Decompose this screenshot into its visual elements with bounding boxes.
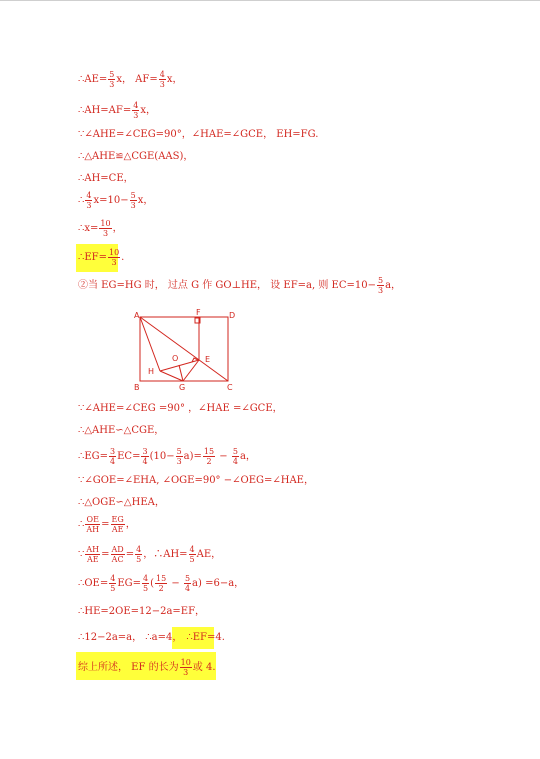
fraction xyxy=(203,447,215,466)
denominator: AH xyxy=(86,525,100,534)
denominator: AC xyxy=(111,555,124,564)
text-segment: a， xyxy=(239,451,256,462)
line-similar-1: ∴△AHE∽△CGE， xyxy=(78,425,165,436)
text-segment: = xyxy=(101,549,110,560)
fraction xyxy=(99,219,111,238)
line-x-value xyxy=(78,219,123,238)
numerator: 4 xyxy=(136,545,142,554)
denominator: 3 xyxy=(109,80,115,89)
text-segment: ∴OE= xyxy=(78,578,109,589)
segment-ah xyxy=(140,317,160,371)
fraction xyxy=(142,574,149,593)
label-d: D xyxy=(229,311,236,320)
denominator: 3 xyxy=(130,201,136,210)
numerator: 5 xyxy=(184,574,191,583)
ef-4-text: ∴EF=4. xyxy=(186,632,225,643)
denominator: 5 xyxy=(143,584,149,593)
numerator: 4 xyxy=(110,574,116,583)
text-segment: EG= xyxy=(117,578,142,589)
label-a: A xyxy=(134,311,140,320)
numerator: 5 xyxy=(109,70,115,79)
label-f: F xyxy=(196,308,201,317)
fraction xyxy=(159,70,166,89)
geometry-figure xyxy=(128,306,248,398)
numerator: 5 xyxy=(232,447,238,456)
text-segment: ∴AE= xyxy=(78,74,108,85)
text-segment: ， xyxy=(112,223,123,234)
fraction xyxy=(130,191,137,210)
line-ah-ce: ∴AH=CE， xyxy=(78,173,134,184)
denominator: 2 xyxy=(206,457,212,466)
line-ae-af xyxy=(78,70,182,89)
denominator: 2 xyxy=(158,584,164,593)
fraction xyxy=(108,70,115,89)
label-c: C xyxy=(227,383,233,392)
denominator: 5 xyxy=(136,555,142,564)
fraction xyxy=(155,574,167,593)
denominator: 4 xyxy=(232,457,238,466)
text-segment: x， AF= xyxy=(116,74,158,85)
denominator: 3 xyxy=(102,229,109,238)
denominator: 3 xyxy=(176,457,182,466)
text-segment: − xyxy=(168,578,183,589)
text-segment: ，∴AH= xyxy=(143,549,188,560)
fraction xyxy=(85,191,92,210)
numerator: 4 xyxy=(86,191,92,200)
numerator: 5 xyxy=(176,447,182,456)
numerator: 10 xyxy=(180,658,191,667)
fraction xyxy=(109,447,116,466)
segment-ge xyxy=(183,360,199,381)
text-segment: (10− xyxy=(149,451,175,462)
numerator: 3 xyxy=(142,447,148,456)
numerator: 10 xyxy=(108,248,120,257)
text-segment: AE， xyxy=(196,549,222,560)
label-b: B xyxy=(134,383,140,392)
line-congruent: ∴△AHE≌△CGE(AAS)， xyxy=(78,151,194,162)
denominator: 5 xyxy=(189,555,195,564)
text-segment: ∵ xyxy=(78,549,85,560)
text-segment: ②当 EG=HG 时， 过点 G 作 GO⊥HE， 设 EF=a, 则 EC=10− xyxy=(78,280,376,291)
numerator: AD xyxy=(111,545,124,554)
line-oe xyxy=(78,574,244,593)
text-segment: ∴AH=AF= xyxy=(78,105,132,116)
line-ah-af xyxy=(78,101,156,120)
line-conclusion xyxy=(78,658,216,677)
top-divider xyxy=(0,0,540,1)
text-segment: ∴ xyxy=(78,519,85,530)
numerator: 5 xyxy=(130,191,136,200)
text-segment: ∴ xyxy=(78,195,85,206)
text-segment: x， xyxy=(140,105,156,116)
denominator: 4 xyxy=(142,457,148,466)
numerator: 4 xyxy=(133,101,139,110)
denominator: 4 xyxy=(110,457,116,466)
label-o: O xyxy=(172,354,179,363)
numerator: EG xyxy=(111,515,124,524)
fraction xyxy=(176,447,183,466)
denominator: 5 xyxy=(110,584,116,593)
text-segment: ∴EG= xyxy=(78,451,109,462)
line-case-2 xyxy=(78,276,401,295)
fraction xyxy=(85,545,100,564)
denominator: 4 xyxy=(184,584,191,593)
text-segment: − xyxy=(216,451,231,462)
label-h: H xyxy=(148,367,155,376)
fraction xyxy=(135,545,142,564)
line-eg xyxy=(78,447,256,466)
line-angles: ∵∠AHE=∠CEG=90°，∠HAE=∠GCE， EH=FG. xyxy=(78,129,319,140)
line-angles-2: ∵∠AHE=∠CEG =90° ，∠HAE =∠GCE， xyxy=(78,403,283,414)
line-equation xyxy=(78,191,153,210)
fraction xyxy=(111,515,125,534)
text-segment: x=10− xyxy=(93,195,129,206)
denominator: AE xyxy=(86,555,99,564)
fraction xyxy=(108,248,120,267)
text-segment: ， xyxy=(125,519,136,530)
numerator: AH xyxy=(86,545,100,554)
denominator: AE xyxy=(111,525,124,534)
text-segment: ∴x= xyxy=(78,223,99,234)
line-angles-3: ∵∠GOE=∠EHA, ∠OGE=90° −∠OEG=∠HAE， xyxy=(78,475,314,486)
denominator: 3 xyxy=(377,286,384,295)
denominator: 3 xyxy=(183,668,189,677)
fraction xyxy=(109,574,116,593)
text-segment: EC= xyxy=(117,451,141,462)
segment-og xyxy=(179,365,183,381)
text-segment: ∴EF= xyxy=(78,252,107,263)
line-similar-2: ∴△OGE∽△HEA， xyxy=(78,497,165,508)
text-segment: 或 4. xyxy=(192,662,216,673)
numerator: 4 xyxy=(143,574,149,583)
fraction xyxy=(189,545,196,564)
fraction xyxy=(184,574,191,593)
fraction xyxy=(141,447,148,466)
label-e: E xyxy=(205,355,211,364)
text-segment: ( xyxy=(150,578,155,589)
numerator: 15 xyxy=(203,447,215,456)
text-segment: ∴12−2a=a， ∴a=4， xyxy=(78,632,183,643)
line-he: ∴HE=2OE=12−2a=EF， xyxy=(78,606,206,617)
text-segment: 综上所述， EF 的长为 xyxy=(78,662,179,673)
label-g: G xyxy=(179,383,186,392)
denominator: 3 xyxy=(111,258,117,267)
fraction xyxy=(180,658,192,677)
numerator: 3 xyxy=(110,447,116,456)
numerator: 4 xyxy=(159,70,165,79)
text-segment: = xyxy=(101,519,110,530)
fraction xyxy=(377,276,384,295)
numerator: 10 xyxy=(100,219,111,228)
text-segment: a)= xyxy=(183,451,202,462)
numerator: 5 xyxy=(377,276,384,285)
numerator: 15 xyxy=(156,574,167,583)
text-segment: a， xyxy=(385,280,402,291)
numerator: 4 xyxy=(189,545,195,554)
segment-hg xyxy=(160,371,183,381)
denominator: 3 xyxy=(159,80,165,89)
fraction xyxy=(111,545,125,564)
text-segment: a) =6−a， xyxy=(192,578,245,589)
denominator: 3 xyxy=(86,201,92,210)
line-ah-ae xyxy=(78,545,221,564)
text-segment: x， xyxy=(166,74,183,85)
line-ratio xyxy=(78,515,136,534)
denominator: 3 xyxy=(133,111,139,120)
numerator: OE xyxy=(86,515,99,524)
fraction xyxy=(132,101,139,120)
line-ef-result xyxy=(78,248,124,267)
text-segment: . xyxy=(121,252,125,263)
text-segment: = xyxy=(125,549,135,560)
fraction xyxy=(85,515,100,534)
line-solve-a xyxy=(78,632,225,644)
text-segment: x， xyxy=(137,195,154,206)
fraction xyxy=(232,447,239,466)
